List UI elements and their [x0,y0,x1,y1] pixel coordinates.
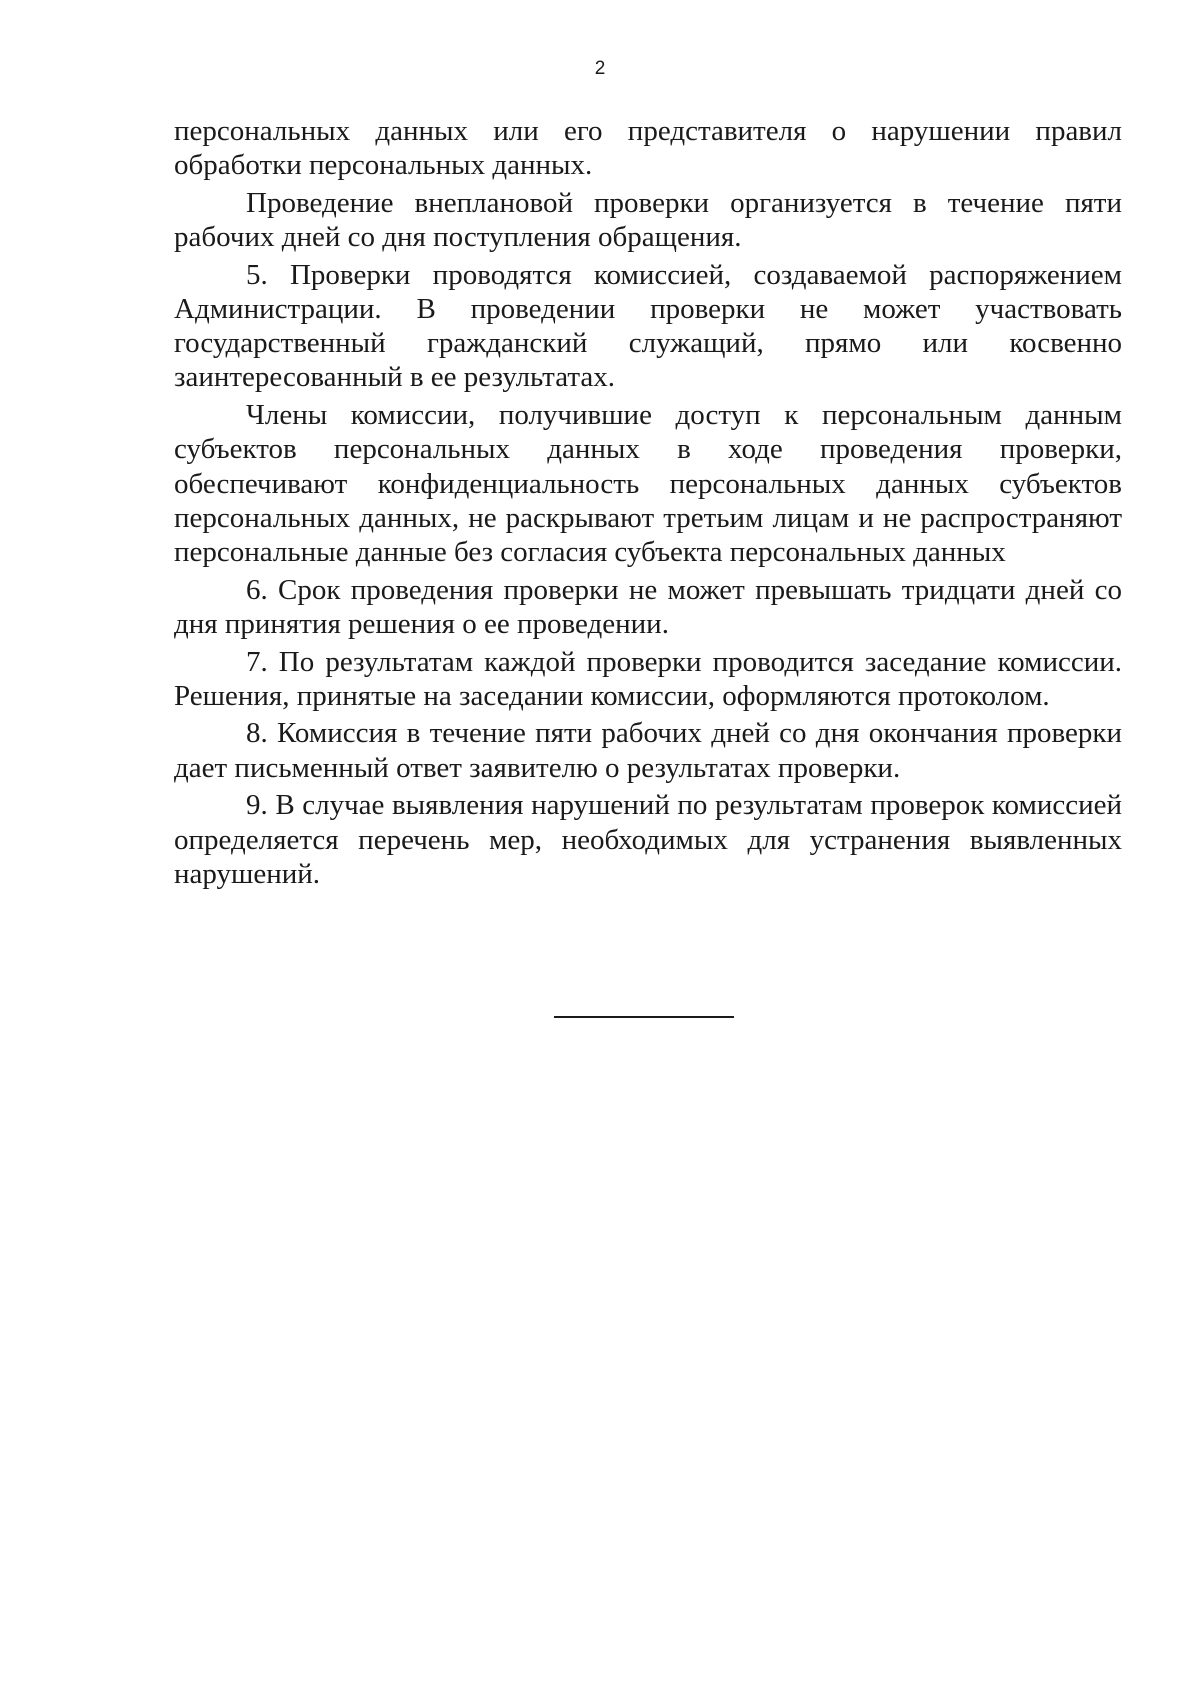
page-number: 2 [594,58,606,79]
paragraph-item-6: 6. Срок проведения проверки не может превышать тридцати дней со дня принятия решения о ее проведении. [174,573,1122,640]
paragraph-item-9: 9. В случае выявления нарушений по результатам проверок комиссией определяется перечень мер, необходимых для устранения выявленных нарушений. [174,789,1122,890]
paragraph-unscheduled-inspection: Проведение внеплановой проверки организуется в течение пяти рабочих дней со дня поступления обращения. [174,186,1122,254]
paragraph-item-7: 7. По результатам каждой проверки проводится заседание комиссии. Решения, принятые на заседании комиссии, оформляются протоколом. [174,645,1122,712]
paragraph-item-8: 8. Комиссия в течение пяти рабочих дней со дня окончания проверки дает письменный ответ заявителю о результатах проверки. [174,717,1122,784]
end-divider-line [554,1016,734,1018]
paragraph-item-5: 5. Проверки проводятся комиссией, создаваемой распоряжением Администрации. В проведении проверки не может участвовать государственный гражданский служащий, прямо или косвенно заинтересованный в ее результатах. [174,258,1122,394]
paragraph-commission-members: Члены комиссии, получившие доступ к персональным данным субъектов персональных данных в ходе проведения проверки, обеспечивают конфиденциальность персональных данных субъектов персональных данных, не раскрывают третьим лицам и не распространяют персональные данные без согласия субъекта персональных данных [174,399,1122,568]
paragraph-continuation: персональных данных или его представителя о нарушении правил обработки персональных данных. [174,115,1122,182]
document-body [174,114,1122,894]
